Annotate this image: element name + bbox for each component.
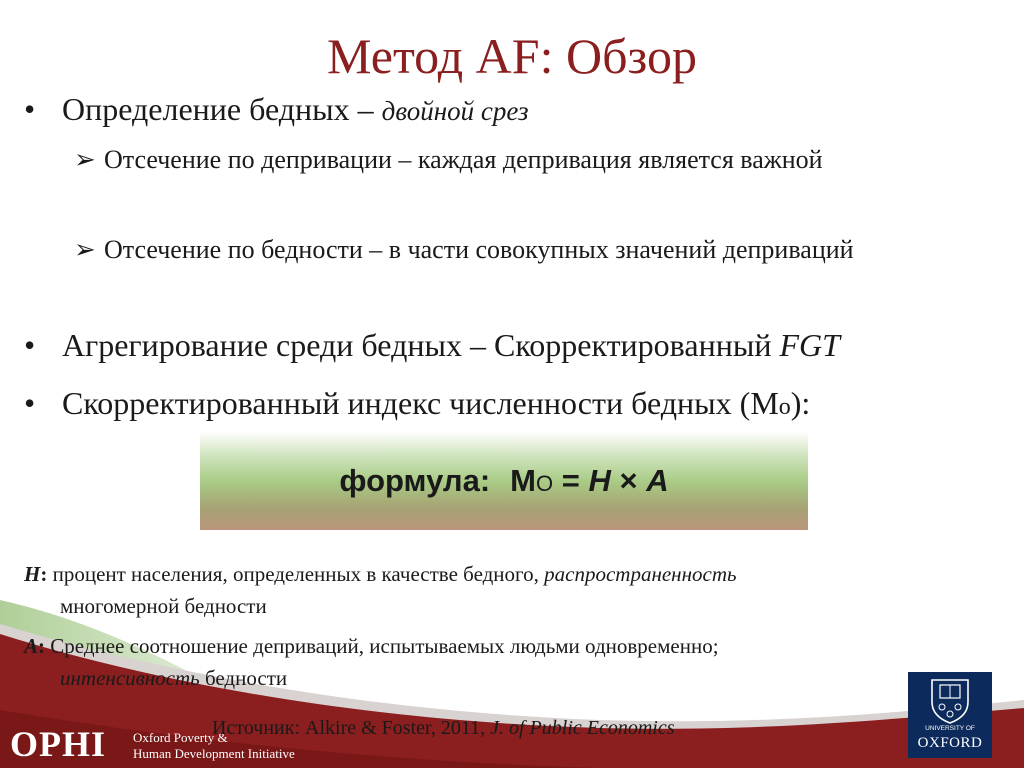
oxford-line1: UNIVERSITY OF bbox=[925, 725, 975, 732]
bullet-italic: двойной срез bbox=[381, 96, 529, 126]
oxford-line2: OXFORD bbox=[917, 735, 983, 751]
bullet-small-o: o bbox=[778, 394, 791, 420]
formula-label: формула: bbox=[339, 463, 491, 498]
ophi-line1: Oxford Poverty & bbox=[133, 730, 228, 745]
def-a-text: Среднее соотношение деприваций, испытываемых людьми одновременно; bbox=[45, 634, 719, 658]
formula-m: M bbox=[510, 463, 536, 498]
formula-h: H bbox=[588, 463, 611, 498]
bullet-text: Определение бедных – bbox=[62, 91, 382, 127]
source-citation bbox=[212, 714, 675, 742]
definition-h: H: процент населения, определенных в качестве бедного, распространенность многомерной бедности bbox=[24, 558, 737, 622]
bullet-marker: • bbox=[24, 385, 36, 421]
definition-a: A: Среднее соотношение деприваций, испытываемых людьми одновременно; интенсивность бедности bbox=[24, 634, 719, 690]
def-a-line2: бедности bbox=[199, 666, 288, 690]
def-h-text: процент населения, определенных в качестве бедного, bbox=[47, 562, 545, 586]
ophi-line2: Human Development Initiative bbox=[133, 746, 295, 761]
formula-equals: = bbox=[561, 463, 589, 498]
bullet-marker: • bbox=[24, 91, 36, 127]
oxford-logo bbox=[908, 672, 992, 758]
ophi-logo: OPHI bbox=[10, 724, 107, 764]
source-prefix: Источник: Alkire & Foster, 2011, bbox=[212, 717, 491, 739]
formula-a: A bbox=[646, 463, 669, 498]
def-a-key: A bbox=[24, 634, 39, 658]
def-h-key: H bbox=[24, 562, 41, 586]
slide-title: Метод AF: Обзор bbox=[327, 28, 697, 84]
bullet-text: Агрегирование среди бедных – Скорректированный bbox=[62, 327, 780, 363]
bullet-marker: • bbox=[24, 327, 36, 363]
def-h-italic: распространенность bbox=[544, 562, 737, 586]
sub-bullet-text: Отсечение по бедности – в части совокупных значений деприваций bbox=[104, 235, 854, 264]
def-h-line2: многомерной бедности bbox=[60, 594, 267, 618]
arrow-marker-icon: ➢ bbox=[74, 145, 96, 174]
sub-bullet-text: Отсечение по депривации – каждая депривация является важной bbox=[104, 145, 823, 174]
formula-box bbox=[200, 432, 808, 530]
def-a-italic: интенсивность bbox=[60, 666, 200, 690]
bullet-tail: ): bbox=[790, 385, 811, 421]
oxford-crest-icon bbox=[928, 676, 972, 724]
arrow-marker-icon: ➢ bbox=[74, 235, 96, 264]
formula-times: × bbox=[619, 463, 638, 498]
bullet-text: Скорректированный индекс численности бедных (M bbox=[62, 385, 779, 421]
source-journal: J. of Public Economics bbox=[490, 717, 675, 739]
formula-text bbox=[200, 462, 808, 503]
formula-m-sub: O bbox=[536, 471, 554, 496]
bullet-italic: FGT bbox=[779, 327, 840, 363]
